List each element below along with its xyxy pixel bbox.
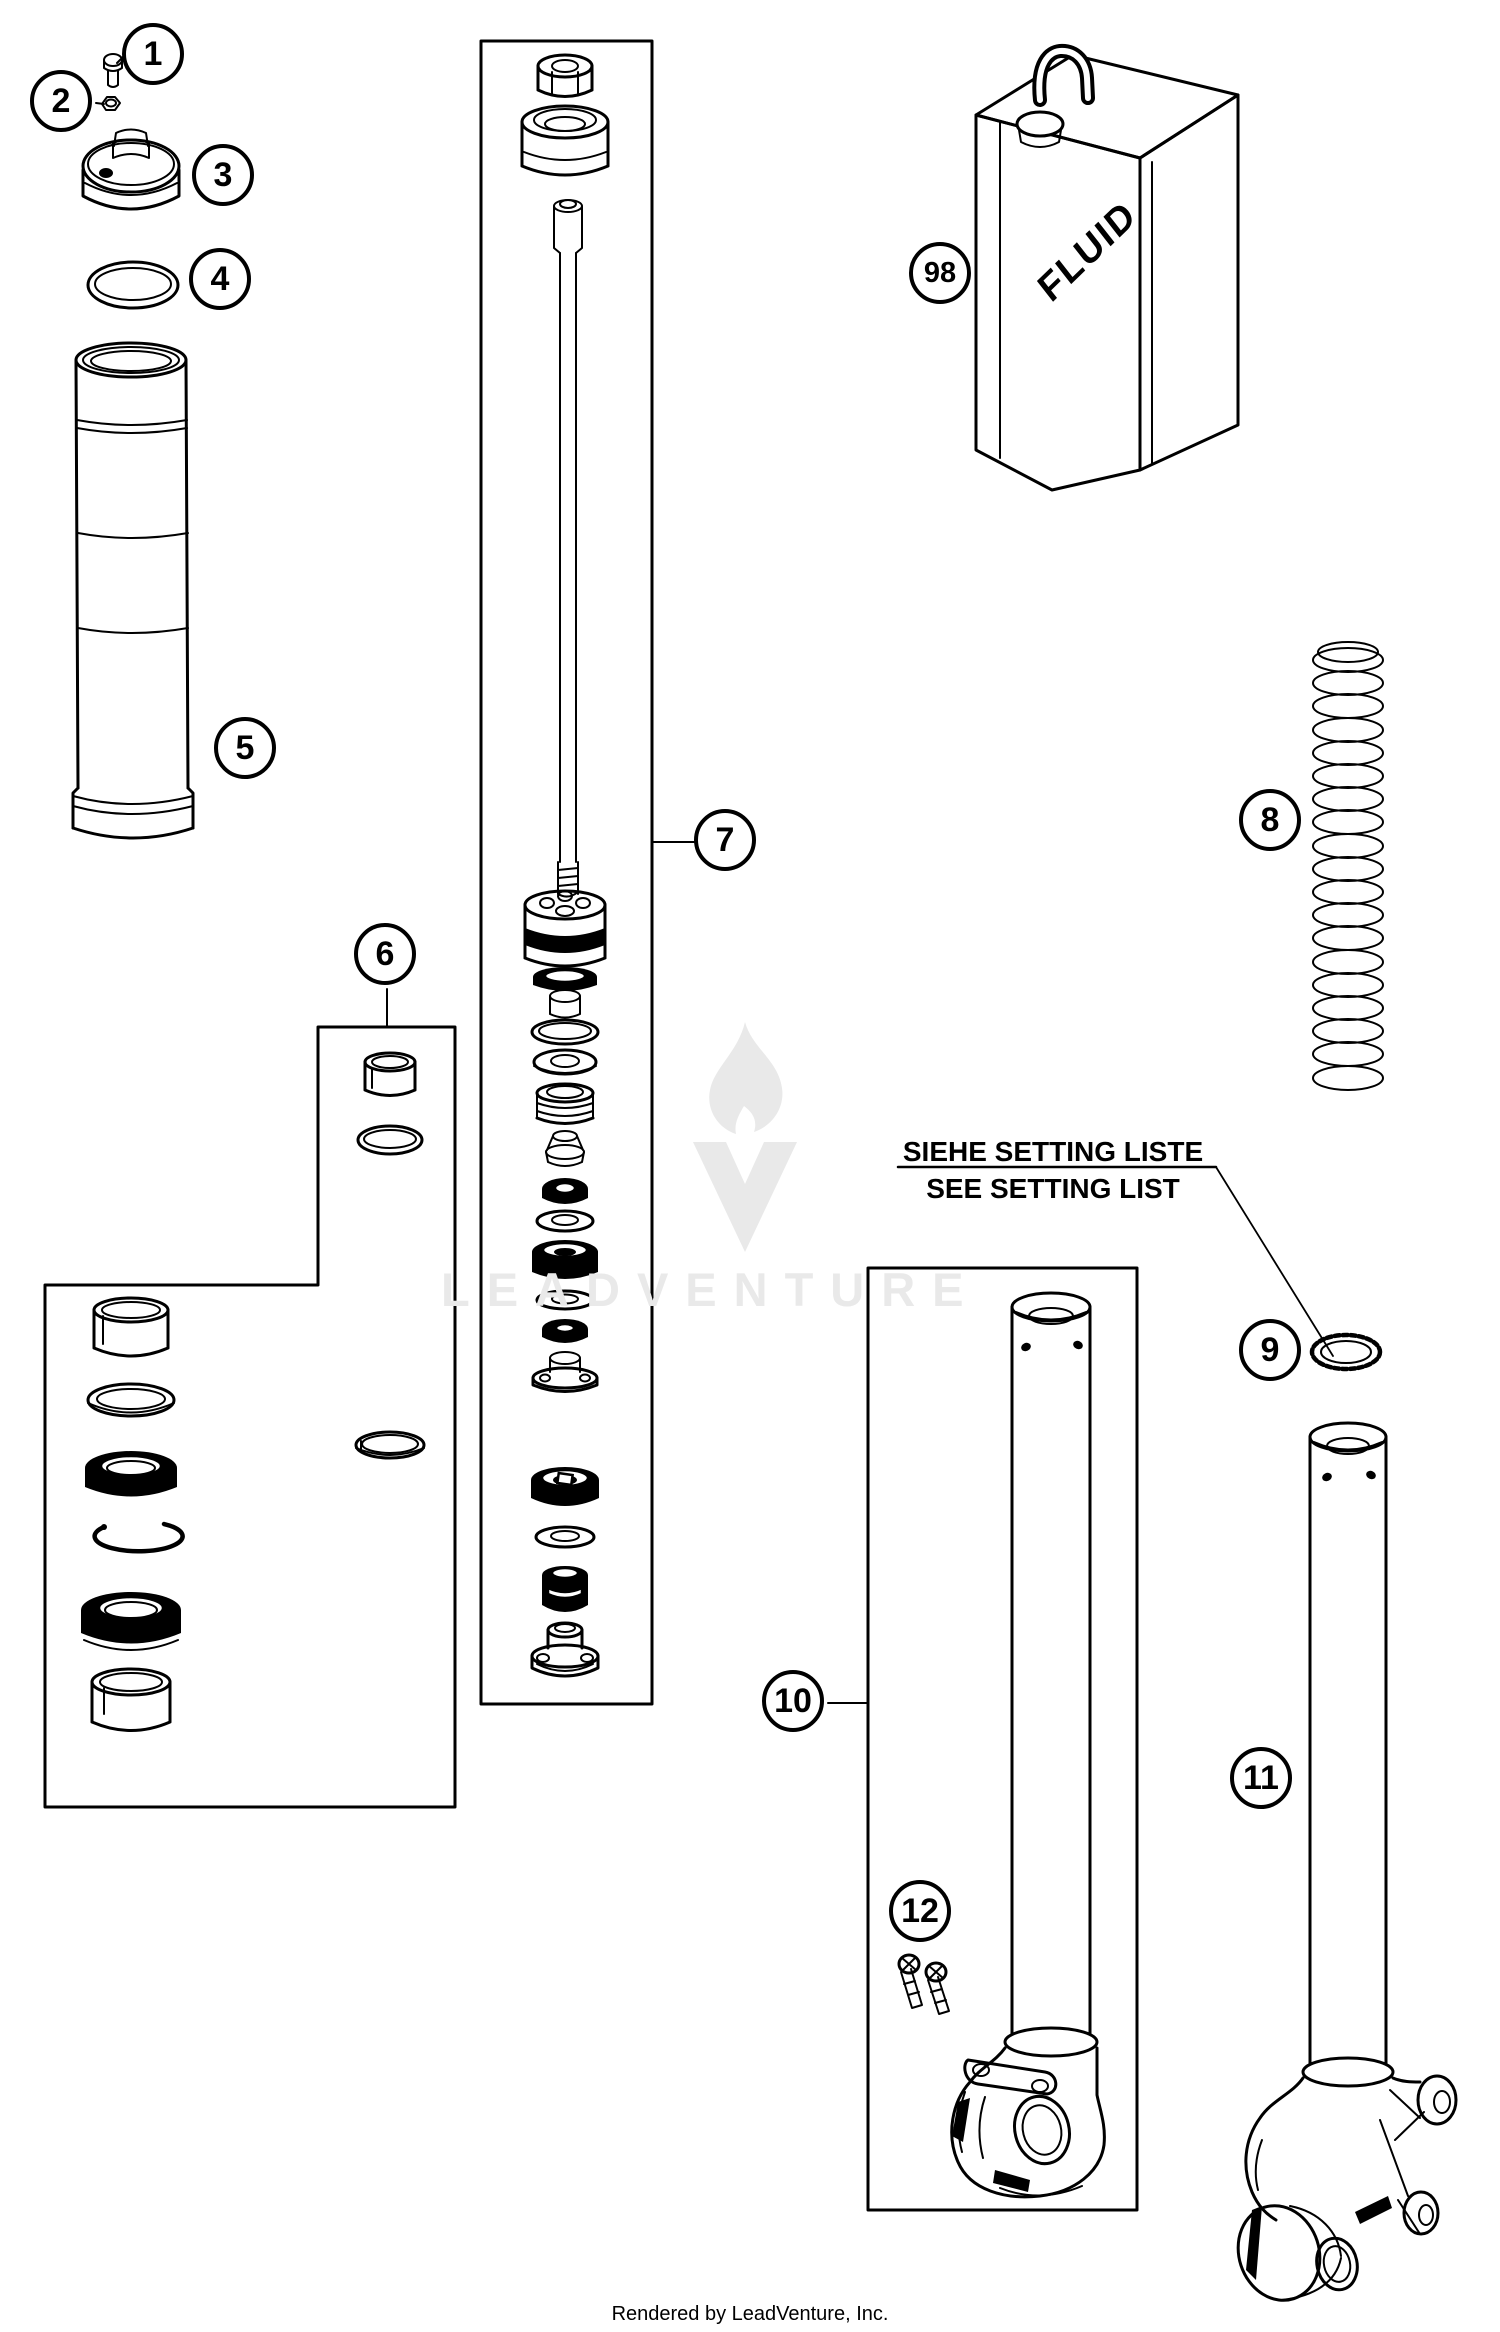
part-4-o-ring	[88, 262, 178, 308]
part-8-spring	[1313, 642, 1383, 1090]
box-7-outline	[481, 41, 652, 1704]
seal-kit-dust-seal	[81, 1592, 181, 1650]
part-6-o-ring	[358, 1126, 422, 1154]
seal-kit-snap-ring	[95, 1524, 183, 1551]
part-9-washer	[1312, 1335, 1380, 1369]
part-7-top-nut	[538, 55, 592, 97]
part-98-fluid-can	[976, 51, 1238, 490]
part-7-piston	[525, 891, 605, 991]
credit-line: Rendered by LeadVenture, Inc.	[611, 2303, 889, 2325]
leader-lines	[96, 57, 1333, 1703]
part-7-washer-a	[534, 1050, 596, 1074]
seal-kit-washer	[88, 1384, 174, 1416]
seal-kit-cup	[92, 1669, 170, 1731]
seal-kit-oil-seal	[85, 1451, 177, 1497]
part-7-spacer-bushing	[550, 990, 580, 1018]
part-12-bolts	[899, 1955, 949, 2014]
callout-1[interactable]: 1	[122, 23, 184, 85]
setting-note-line2: SEE SETTING LIST	[926, 1173, 1180, 1204]
setting-note	[886, 1136, 1220, 1205]
part-7-damper-rod	[554, 200, 582, 897]
part-3-fork-cap	[83, 130, 179, 210]
watermark-logo-icon	[693, 1022, 797, 1252]
callout-12[interactable]: 12	[889, 1880, 951, 1942]
callout-5[interactable]: 5	[214, 717, 276, 779]
callout-98[interactable]: 98	[909, 242, 971, 304]
part-7-dark-ring-b	[542, 1319, 588, 1343]
part-6-bushing	[365, 1053, 415, 1096]
callout-8[interactable]: 8	[1239, 789, 1301, 851]
part-7-seal-head	[522, 106, 608, 175]
part-6-slide-ring	[356, 1432, 424, 1458]
part-7-base-valve	[532, 1623, 598, 1676]
callout-3[interactable]: 3	[192, 144, 254, 206]
callout-2[interactable]: 2	[30, 70, 92, 132]
callout-11[interactable]: 11	[1230, 1747, 1292, 1809]
part-7-o-ring	[532, 1020, 598, 1044]
setting-note-line1: SIEHE SETTING LISTE	[902, 1136, 1204, 1167]
part-7-collar-stack	[537, 1084, 593, 1124]
part-7-dark-ring-a	[542, 1178, 588, 1204]
part-10-fork-leg	[952, 1293, 1105, 2197]
callout-7[interactable]: 7	[694, 809, 756, 871]
callout-4[interactable]: 4	[189, 248, 251, 310]
part-7-washer-b	[537, 1211, 593, 1231]
callout-10[interactable]: 10	[762, 1670, 824, 1732]
part-11-fork-leg	[1226, 1423, 1456, 2311]
part-7-rebound-piston	[531, 1467, 599, 1506]
part-1-screw	[104, 54, 122, 87]
part-7-base-fitting	[533, 1352, 597, 1392]
box-6-outline	[45, 1027, 455, 1807]
seal-kit-bushing	[94, 1298, 168, 1356]
part-7-washer-d	[536, 1527, 594, 1547]
watermark-text: LEADVENTURE	[441, 1263, 981, 1316]
callout-9[interactable]: 9	[1239, 1319, 1301, 1381]
part-5-outer-tube	[73, 343, 193, 838]
part-7-lock-collar	[542, 1566, 588, 1612]
fluid-can-label: FLUID	[1030, 192, 1145, 311]
callout-6[interactable]: 6	[354, 923, 416, 985]
part-7-valve-cone	[546, 1131, 584, 1166]
